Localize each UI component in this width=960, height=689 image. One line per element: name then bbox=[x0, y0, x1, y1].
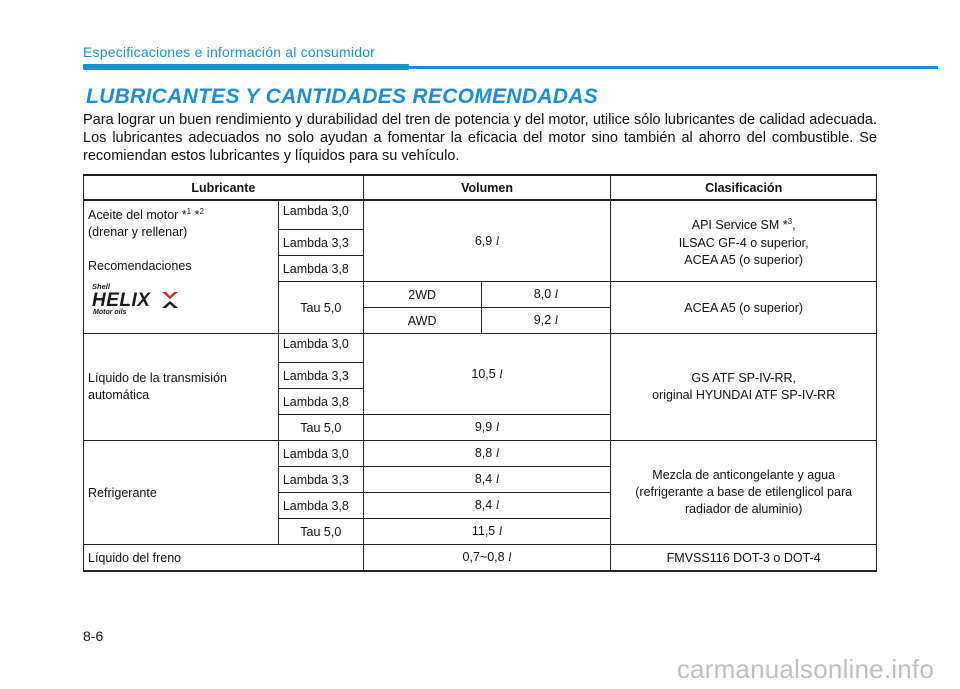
liter-unit: l bbox=[499, 366, 503, 381]
engine-cell: Lambda 3,0 bbox=[278, 200, 363, 230]
engine-cell: Lambda 3,0 bbox=[278, 334, 363, 363]
brake-volume bbox=[363, 545, 611, 572]
header-lubricant: Lubricante bbox=[84, 175, 364, 200]
engine-cell: Tau 5,0 bbox=[278, 519, 363, 545]
liter-unit: l bbox=[495, 420, 500, 434]
coolant-label: Refrigerante bbox=[84, 441, 279, 545]
table-row bbox=[84, 334, 877, 363]
liter-unit: l bbox=[495, 472, 500, 486]
class-line: ACEA A5 (o superior) bbox=[684, 252, 804, 267]
liter-unit: l bbox=[554, 313, 559, 327]
coolant-class bbox=[611, 441, 877, 545]
class-line: ILSAC GF-4 o superior, bbox=[678, 235, 809, 250]
svg-text:HELIX: HELIX bbox=[92, 290, 151, 312]
volume-value: 8,4 bbox=[474, 498, 493, 512]
volume-value: 10,5 bbox=[471, 366, 496, 381]
engine-oil-lambda-volume bbox=[363, 200, 611, 282]
class-line: API Service SM * bbox=[691, 218, 788, 233]
page-number: 8-6 bbox=[83, 628, 104, 644]
volume-value: 11,5 bbox=[471, 524, 496, 538]
brake-class: FMVSS116 DOT-3 o DOT-4 bbox=[611, 545, 877, 572]
drive-cell: 2WD bbox=[363, 282, 481, 308]
transmission-class bbox=[611, 334, 877, 441]
engine-oil-tau-class: ACEA A5 (o superior) bbox=[611, 282, 877, 334]
volume-value: 8,4 bbox=[474, 472, 493, 486]
header-volume: Volumen bbox=[363, 175, 611, 200]
engine-cell: Lambda 3,3 bbox=[278, 363, 363, 389]
liter-unit: l bbox=[498, 524, 503, 538]
header-classification: Clasificación bbox=[611, 175, 877, 200]
footnote-1: 1 bbox=[186, 207, 192, 216]
engine-cell: Lambda 3,0 bbox=[278, 441, 363, 467]
class-line: GS ATF SP-IV-RR, bbox=[691, 371, 796, 385]
engine-cell: Lambda 3,3 bbox=[278, 230, 363, 256]
brake-label: Líquido del freno bbox=[84, 545, 364, 572]
class-line: original HYUNDAI ATF SP-IV-RR bbox=[652, 388, 836, 402]
page-title: LUBRICANTES Y CANTIDADES RECOMENDADAS bbox=[86, 85, 599, 108]
engine-cell: Tau 5,0 bbox=[278, 415, 363, 441]
liter-unit: l bbox=[495, 498, 500, 512]
class-line: Mezcla de anticongelante y agua bbox=[652, 468, 836, 482]
svg-text:Motor oils: Motor oils bbox=[93, 309, 127, 316]
volume-value: 9,9 bbox=[474, 420, 493, 434]
shell-helix-logo bbox=[90, 281, 180, 315]
transmission-label bbox=[84, 334, 279, 441]
volume-value: 8,8 bbox=[474, 446, 493, 460]
drive-volume-cell bbox=[481, 308, 611, 334]
volume-value: 6,9 bbox=[474, 233, 493, 248]
coolant-volume bbox=[363, 467, 611, 493]
liter-unit: l bbox=[554, 287, 559, 301]
class-line: (refrigerante a base de etilenglicol para bbox=[635, 485, 853, 499]
footnote-star-2: * bbox=[191, 208, 200, 223]
engine-cell: Tau 5,0 bbox=[278, 282, 363, 334]
table-row bbox=[84, 545, 877, 572]
transmission-tau-volume bbox=[363, 415, 611, 441]
engine-cell: Lambda 3,3 bbox=[278, 467, 363, 493]
volume-value: 9,2 bbox=[533, 313, 552, 327]
label-line: automática bbox=[88, 388, 150, 402]
intro-paragraph: Para lograr un buen rendimiento y durabilidad del tren de potencia y del motor, utilice sólo lubricantes de calidad adecuada. Los lubricantes adecuados no solo ayudan a fomentar la eficacia del motor sino también al ahorro del combustible. Se recomiendan estos lubricantes y líquidos para su vehículo. bbox=[83, 112, 877, 164]
engine-oil-label bbox=[84, 200, 279, 334]
watermark: carmanualsonline.info bbox=[676, 654, 934, 684]
recommendations-label: Recomendaciones bbox=[88, 259, 192, 274]
coolant-volume bbox=[363, 493, 611, 519]
table-row bbox=[84, 441, 877, 467]
drive-cell: AWD bbox=[363, 308, 481, 334]
engine-oil-lambda-class bbox=[611, 200, 877, 282]
drive-volume-cell bbox=[481, 282, 611, 308]
table-row bbox=[84, 200, 877, 230]
coolant-volume bbox=[363, 519, 611, 545]
class-comma: , bbox=[792, 218, 796, 233]
footnote-3: 3 bbox=[787, 217, 793, 227]
label-line: Líquido de la transmisión bbox=[88, 371, 227, 385]
engine-oil-title: Aceite del motor * bbox=[88, 208, 187, 223]
table-header-row bbox=[84, 175, 877, 200]
engine-cell: Lambda 3,8 bbox=[278, 256, 363, 282]
lubricants-table bbox=[83, 174, 877, 572]
coolant-volume bbox=[363, 441, 611, 467]
class-line: radiador de aluminio) bbox=[684, 502, 803, 516]
engine-oil-note: (drenar y rellenar) bbox=[88, 225, 188, 240]
liter-unit: l bbox=[508, 550, 512, 564]
header-rule bbox=[83, 66, 938, 69]
engine-cell: Lambda 3,8 bbox=[278, 493, 363, 519]
engine-cell: Lambda 3,8 bbox=[278, 389, 363, 415]
svg-text:Shell: Shell bbox=[92, 282, 110, 292]
liter-unit: l bbox=[495, 233, 500, 248]
volume-value: 8,0 bbox=[533, 287, 552, 301]
section-header: Especificaciones e información al consumidor bbox=[83, 44, 376, 60]
transmission-lambda-volume bbox=[363, 334, 611, 415]
liter-unit: l bbox=[495, 446, 500, 460]
volume-value: 0,7~0,8 bbox=[462, 550, 505, 564]
footnote-2: 2 bbox=[199, 207, 204, 216]
